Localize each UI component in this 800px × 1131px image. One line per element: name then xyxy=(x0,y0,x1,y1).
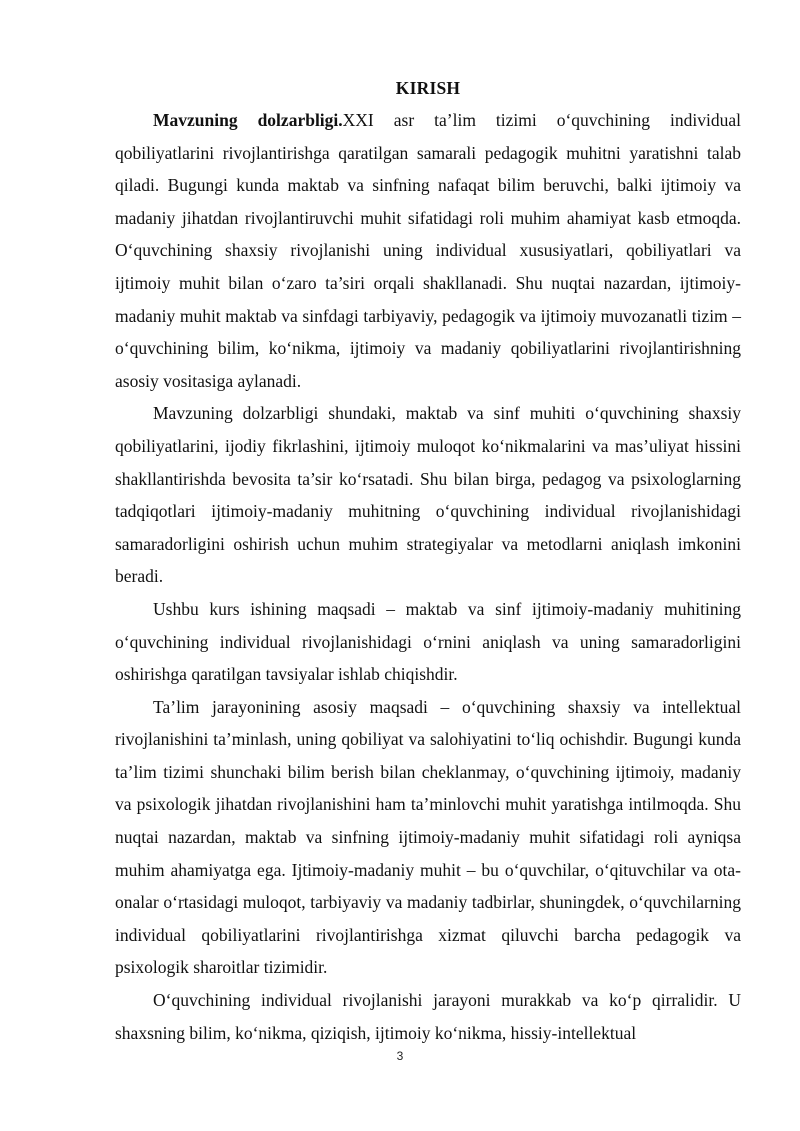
paragraph xyxy=(115,397,741,593)
paragraph xyxy=(115,984,741,1049)
paragraph xyxy=(115,593,741,691)
paragraph-text: Mavzuning dolzarbligi shundaki, maktab va sinf muhiti o‘quvchining shaxsiy qobiliyatlarini, ijodiy fikrlashini, ijtimoiy muloqot ko‘nikmalarini va mas’uliyat hissini shakllantirishda bevosita ta’sir ko‘rsatadi. Shu bilan birga, pedagog va psixologlarning tadqiqotlari ijtimoiy-madaniy muhitning o‘quvchining individual rivojlanishidagi samaradorligini oshirish uchun muhim strategiyalar va metodlarni aniqlash imkonini beradi. xyxy=(115,403,741,587)
paragraph-relevance xyxy=(115,104,741,397)
paragraph xyxy=(115,691,741,984)
paragraph-text: Ta’lim jarayonining asosiy maqsadi – o‘quvchining shaxsiy va intellektual rivojlanishini ta’minlash, uning qobiliyat va salohiyatini to‘liq ochishdir. Bugungi kunda ta’lim tizimi shunchaki bilim berish bilan cheklanmay, o‘quvchining ijtimoiy, madaniy va psixologik jihatdan rivojlanishini ham ta’minlovchi muhit yaratishga intilmoqda. Shu nuqtai nazardan, maktab va sinfning ijtimoiy-madaniy muhit sifatidagi roli ayniqsa muhim ahamiyatga ega. Ijtimoiy-madaniy muhit – bu o‘quvchilar, o‘qituvchilar va ota-onalar o‘rtasidagi muloqot, tarbiyaviy va madaniy tadbirlar, shuningdek, o‘quvchilarning individual qobiliyatlarini rivojlantirishga xizmat qiluvchi barcha pedagogik va psixologik sharoitlar tizimidir. xyxy=(115,696,741,978)
paragraph-text: O‘quvchining individual rivojlanishi jarayoni murakkab va ko‘p qirralidir. U shaxsning bilim, ko‘nikma, qiziqish, ijtimoiy ko‘nikma, hissiy-intellektual xyxy=(115,990,741,1043)
document-body xyxy=(115,72,741,1049)
paragraph-lead: Mavzuning dolzarbligi. xyxy=(153,110,343,130)
page-number: 3 xyxy=(396,1049,404,1063)
paragraph-text: Ushbu kurs ishining maqsadi – maktab va sinf ijtimoiy-madaniy muhitining o‘quvchining individual rivojlanishidagi o‘rnini aniqlash va uning samaradorligini oshirishga qaratilgan tavsiyalar ishlab chiqishdir. xyxy=(115,598,741,685)
section-heading: KIRISH xyxy=(395,78,461,98)
paragraph-text: XXI asr ta’lim tizimi o‘quvchining individual qobiliyatlarini rivojlantirishga qaratilgan samarali pedagogik muhitni yaratishni talab qiladi. Bugungi kunda maktab va sinfning nafaqat bilim beruvchi, balki ijtimoiy va madaniy jihatdan rivojlantiruvchi muhit sifatidagi roli muhim ahamiyat kasb etmoqda. O‘quvchining shaxsiy rivojlanishi uning individual xususiyatlari, qobiliyatlari va ijtimoiy muhit bilan o‘zaro ta’siri orqali shakllanadi. Shu nuqtai nazardan, ijtimoiy-madaniy muhit maktab va sinfdagi tarbiyaviy, pedagogik va ijtimoiy muvozanatli tizim – o‘quvchining bilim, ko‘nikma, ijtimoiy va madaniy qobiliyatlarini rivojlantirishning asosiy vositasiga aylanadi. xyxy=(115,110,741,391)
